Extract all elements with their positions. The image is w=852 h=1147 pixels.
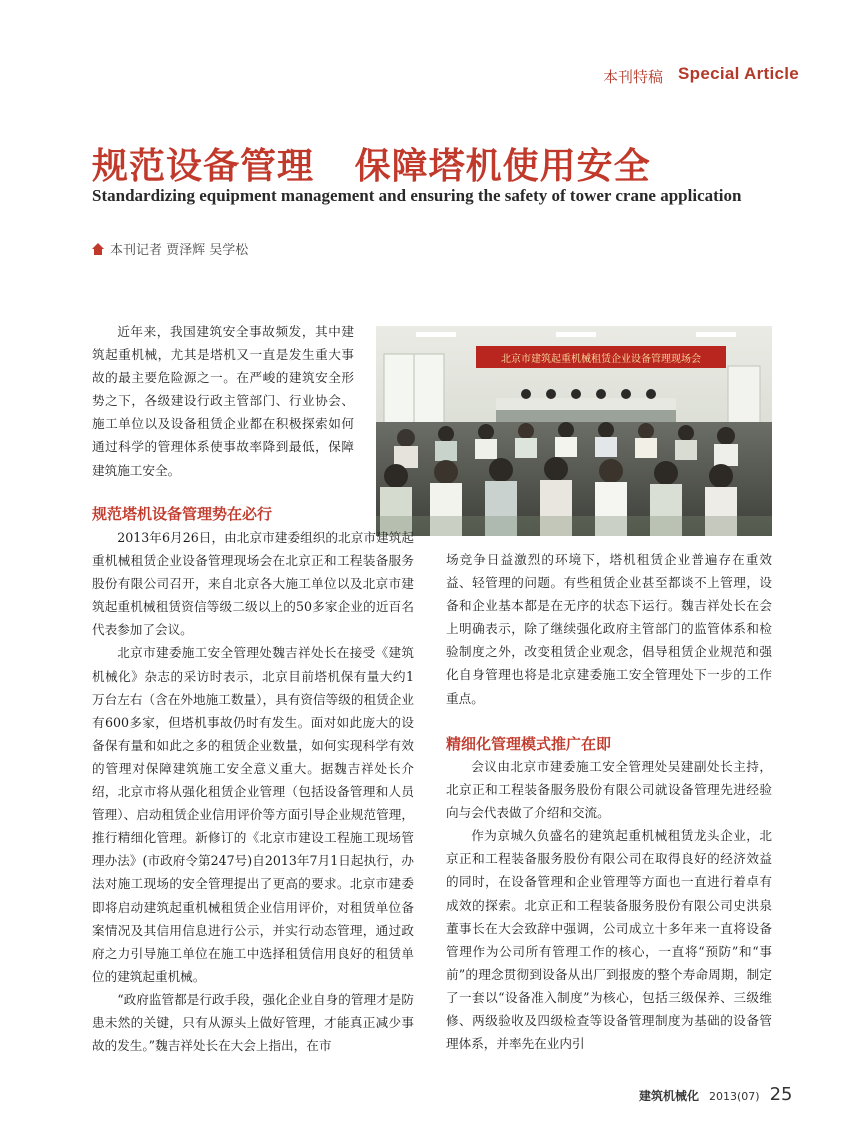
meeting-photo-illustration [376, 326, 772, 536]
intro-paragraph: 近年来，我国建筑安全事故频发，其中建筑起重机械，尤其是塔机又一直是发生重大事故的最主要危险源之一。在严峻的建筑安全形势之下，各级建设行政主管部门、行业协会、施工单位以及设备租赁企业都在积极探索如何通过科学的管理体系使事故率降到最低，保障建筑施工安全。 [92, 324, 354, 478]
meeting-photo [376, 326, 772, 536]
article-title-cn: 规范设备管理 保障塔机使用安全 [92, 146, 651, 187]
paragraph: 作为京城久负盛名的建筑起重机械租赁龙头企业，北京正和工程装备服务股份有限公司在取得良好的经济效益的同时，在设备管理和企业管理等方面也一直进行着卓有成效的探索。北京正和工程装备服务股份有限公司史洪泉董事长在大会致辞中强调，公司成立十多年来一直将设备管理作为公司所有管理工作的核心，一直将“预防”和“事前”的理念贯彻到设备从出厂到报废的整个寿命周期，制定了一套以“设备准入制度”为核心，包括三级保养、三级维修、两级验收及四级检查等设备管理制度为基础的设备管理体系，并率先在业内引 [446, 828, 772, 1052]
home-icon [92, 243, 104, 255]
paragraph: 场竞争日益激烈的环境下，塔机租赁企业普遍存在重效益、轻管理的问题。有些租赁企业甚至都谈不上管理，设备和企业基本都是在无序的状态下运行。魏吉祥处长在会上明确表示，除了继续强化政府主管部门的监管体系和检验制度之外，改变租赁企业观念，倡导租赁企业规范和强化自身管理也将是北京建委施工安全管理处下一步的工作重点。 [446, 552, 772, 706]
banner-text: 北京市建筑起重机械租赁企业设备管理现场会 [501, 354, 701, 365]
section-heading-1: 规范塔机设备管理势在必行 [92, 505, 273, 523]
article-title-en: Standardizing equipment management and ensuring the safety of tower crane application [92, 186, 742, 205]
byline [92, 239, 248, 258]
paragraph: 会议由北京市建委施工安全管理处吴建副处长主持，北京正和工程装备服务股份有限公司就设备管理先进经验向与会代表做了介绍和交流。 [446, 759, 772, 821]
paragraph: 2013年6月26日，由北京市建委组织的北京市建筑起重机械租赁企业设备管理现场会在北京正和工程装备服务股份有限公司召开，来自北京各大施工单位以及北京市建筑起重机械租赁资信等级二级以上的50多家企业的近百名代表参加了会议。 [92, 530, 414, 638]
section-heading-2: 精细化管理模式推广在即 [446, 735, 612, 753]
paragraph: “政府监管都是行政手段，强化企业自身的管理才是防患未然的关键，只有从源头上做好管理，才能真正减少事故的发生。”魏吉祥处长在大会上指出，在市 [92, 991, 414, 1054]
issue-number: 2013(07) [709, 1090, 760, 1103]
page-footer [639, 1084, 793, 1105]
column-left [92, 526, 414, 1057]
column-right-bottom [446, 755, 772, 1055]
paragraph: 北京市建委施工安全管理处魏吉祥处长在接受《建筑机械化》杂志的采访时表示，北京目前塔机保有量大约1万台左右（含在外地施工数量），具有资信等级的租赁企业有600多家，但塔机事故仍时有发生。面对如此庞大的设备保有量和如此之多的租赁企业数量，如何实现科学有效的管理对保障建筑施工安全意义重大。据魏吉祥处长介绍，北京市将从强化租赁企业管理（包括设备管理和人员管理）、启动租赁企业信用评价等方面引导企业规范管理，推行精细化管理。新修订的《北京市建设工程施工现场管理办法》(市政府令第247号)自2013年7月1日起执行，办法对施工现场的安全管理提出了更高的要求。北京市建委即将启动建筑起重机械租赁企业信用评价，对租赁单位备案情况及其信用信息进行公示，并实行动态管理，通过政府之力引导施工单位在施工中选择租赁信用良好的租赁单位的建筑起重机械。 [92, 645, 414, 984]
section-label-cn: 本刊特稿 [603, 68, 664, 86]
page-number: 25 [769, 1084, 793, 1105]
magazine-name: 建筑机械化 [639, 1089, 700, 1103]
section-label-en: Special Article [678, 64, 800, 83]
byline-authors: 本刊记者 贾泽辉 吴学松 [110, 243, 249, 258]
intro-block [92, 320, 354, 482]
column-right-top [446, 548, 772, 710]
